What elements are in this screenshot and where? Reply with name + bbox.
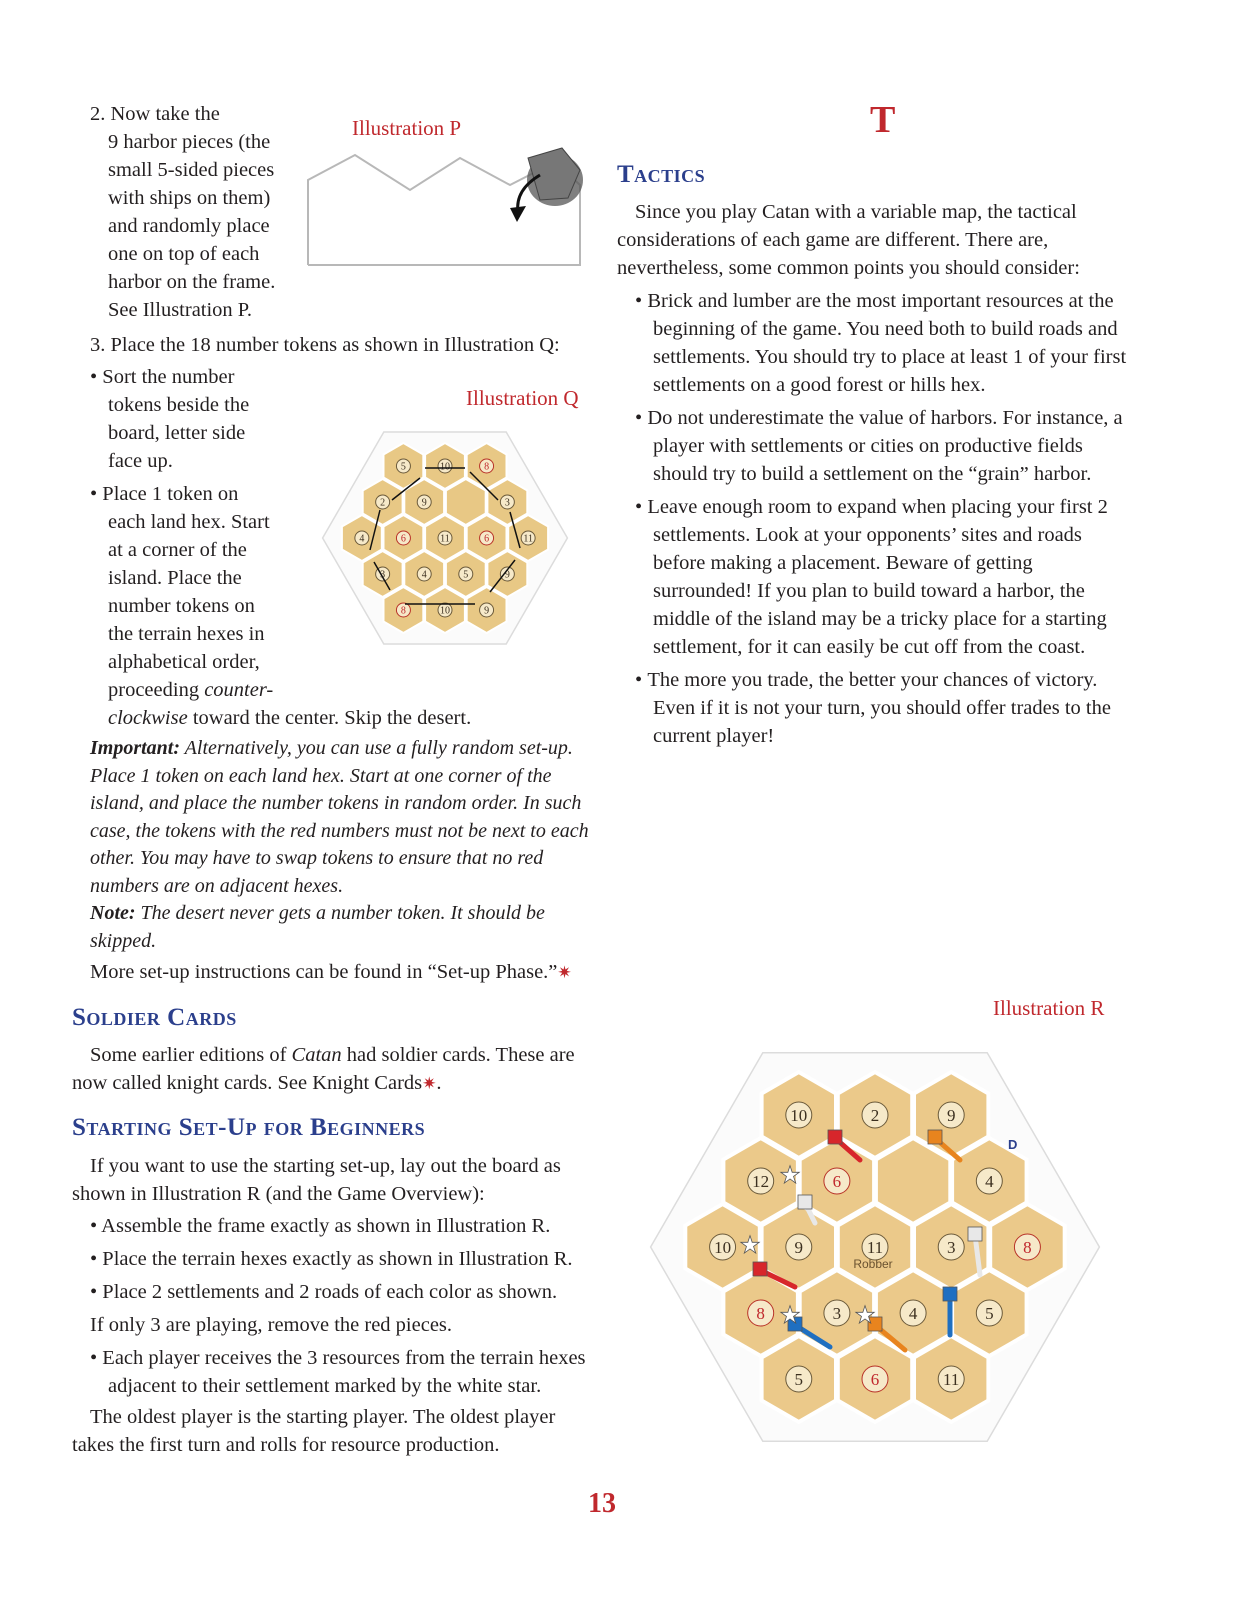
burst-icon: ✷ <box>422 1074 437 1093</box>
number-token-value: 11 <box>943 1370 960 1389</box>
burst-icon: ✷ <box>557 963 572 982</box>
beginners-bullets: • Assemble the frame exactly as shown in Illustration R. • Place the terrain hexes exactly as shown in Illustration R. • Place 2 settlements and 2 roads of each color as shown. If only 3 are playing, remove the red pieces. • Each player receives the 3 resources from the terrain hexes adjacent to their settlement marked by the white star. <box>90 1215 586 1397</box>
number-token-value: 5 <box>400 461 406 473</box>
number-token-value: 2 <box>380 497 386 509</box>
oldest-player-text: The oldest player is the starting player. The oldest player takes the first turn and rolls for resource production. <box>72 1406 556 1456</box>
number-token-value: 8 <box>756 1304 765 1323</box>
settlement-piece <box>928 1130 942 1144</box>
section-letter: T <box>870 99 896 141</box>
illustration-r-board <box>620 1025 1130 1460</box>
important-note: Important: Alternatively, you can use a fully random set-up. Place 1 token on each land hex. Start at one corner of the island, and place the number tokens in random order. In such case, the tokens with the red numbers must not be next to each other. You may have to swap tokens to ensure that no red numbers are on adjacent hexes. <box>90 737 589 897</box>
number-token-value: 9 <box>484 605 490 617</box>
tactics-intro: Since you play Catan with a variable map, the tactical considerations of each game are different. There are, nevertheless, some common points you should consider: <box>617 201 1080 279</box>
settlement-piece <box>828 1130 842 1144</box>
desert-note: Note: The desert never gets a number token. It should be skipped. <box>90 902 545 952</box>
number-token-value: 8 <box>400 605 406 617</box>
number-token-value: 10 <box>790 1106 808 1125</box>
number-token-value: 6 <box>400 533 406 545</box>
number-token-value: 6 <box>870 1370 880 1389</box>
settlement-piece <box>798 1195 812 1209</box>
number-token-value: 11 <box>866 1238 884 1257</box>
tactics-bullet: • Leave enough room to expand when placing your first 2 settlements. Look at your opponents’ sites and roads before making a placement. Beware of getting surrounded! If you plan to build toward a harbor, the middle of the island may be a tricky place for a starting settlement, for it can easily be cut off from the coast. <box>635 496 1108 658</box>
more-setup: More set-up instructions can be found in “Set-up Phase.”✷ <box>90 961 572 983</box>
starting-star-icon: ★ <box>854 1303 876 1329</box>
number-token-value: 9 <box>794 1238 804 1257</box>
illustration-q-board <box>310 420 580 650</box>
number-token-value: 5 <box>794 1370 804 1389</box>
number-token-value: 11 <box>440 533 450 545</box>
beginners-heading: Starting Set-Up for Beginners <box>72 1114 426 1141</box>
number-token-value: 3 <box>504 497 510 509</box>
number-token-value: 4 <box>359 533 365 545</box>
number-token-value: 9 <box>421 497 427 509</box>
number-token-value: 4 <box>985 1172 994 1191</box>
starting-star-icon: ★ <box>779 1303 801 1329</box>
illustration-q-label: Illustration Q <box>466 386 579 410</box>
number-token-value: 8 <box>1023 1238 1032 1257</box>
number-token-value: 3 <box>832 1304 842 1323</box>
number-token-value: 2 <box>870 1106 880 1125</box>
tactics-bullet: • Brick and lumber are the most important resources at the beginning of the game. You need both to build roads and settlements. You should try to place at least 1 of your first settlements on a good forest or hills hex. <box>635 290 1127 396</box>
number-token-value: 8 <box>484 461 490 473</box>
settlement-piece <box>943 1287 957 1301</box>
number-token-value: 11 <box>523 533 533 545</box>
harbor-letter: D <box>1008 1137 1018 1152</box>
number-token-value: 6 <box>484 533 490 545</box>
robber-label: Robber <box>853 1257 893 1271</box>
number-token-value: 4 <box>421 569 427 581</box>
number-token-value: 10 <box>714 1238 732 1257</box>
number-token-value: 10 <box>440 605 450 617</box>
number-token-value: 4 <box>908 1304 918 1323</box>
settlement-piece <box>968 1227 982 1241</box>
tactics-bullet: • The more you trade, the better your chances of victory. Even if it is not your turn, you should offer trades to the current player! <box>635 669 1111 747</box>
number-token-value: 9 <box>504 569 510 581</box>
number-token-value: 5 <box>985 1304 994 1323</box>
starting-star-icon: ★ <box>739 1233 761 1259</box>
settlement-piece <box>753 1262 767 1276</box>
tactics-bullets <box>635 287 1135 750</box>
soldier-cards-text: Some earlier editions of Catan had soldier cards. These are now called knight cards. See Knight Cards✷. <box>72 1044 575 1094</box>
beginners-intro: If you want to use the starting set-up, lay out the board as shown in Illustration R (and the Game Overview): <box>72 1155 561 1205</box>
starting-star-icon: ★ <box>779 1163 801 1189</box>
illustration-r-label: Illustration R <box>993 996 1105 1020</box>
number-token-value: 3 <box>380 569 386 581</box>
step-2: 2. Now take the 9 harbor pieces (the small 5-sided pieces with ships on them) and randomly place one on top of each harbor on the frame. See Illustration P. <box>90 103 276 321</box>
number-token-value: 6 <box>832 1172 842 1191</box>
soldier-cards-heading: Soldier Cards <box>72 1004 237 1031</box>
illustration-p-label: Illustration P <box>352 116 462 140</box>
tactics-bullet: • Do not underestimate the value of harbors. For instance, a player with settlements or cities on productive fields should try to build a settlement on the “grain” harbor. <box>635 407 1123 485</box>
number-token-value: 3 <box>946 1238 956 1257</box>
step-3: 3. Place the 18 number tokens as shown in Illustration Q: <box>90 334 560 356</box>
number-token-value: 9 <box>946 1106 956 1125</box>
page-number: 13 <box>588 1488 616 1519</box>
illustration-p-frame <box>300 140 600 275</box>
tactics-heading: Tactics <box>617 161 706 188</box>
bullet-place: • Place 1 token on each land hex. Start at a corner of the island. Place the number tokens on the terrain hexes in alphabetical order, proceeding counter- clockwise toward the center. Skip the desert. <box>90 483 472 729</box>
number-token-value: 12 <box>752 1172 770 1191</box>
number-token-value: 5 <box>463 569 469 581</box>
number-token-value: 10 <box>440 461 450 473</box>
bullet-sort: • Sort the number tokens beside the board, letter side face up. <box>90 366 250 472</box>
